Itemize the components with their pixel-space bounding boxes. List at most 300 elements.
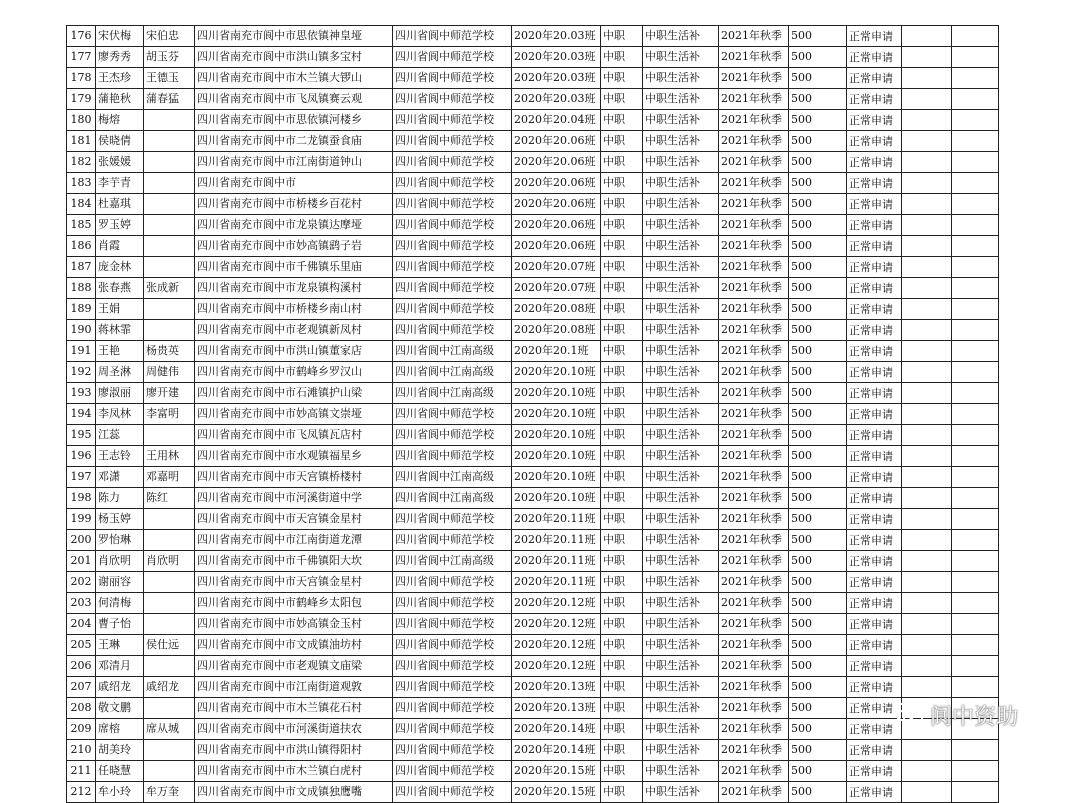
level-cell: 中职 — [601, 278, 643, 299]
class-cell: 2020年20.10班 — [512, 362, 601, 383]
status-cell: 正常申请 — [847, 404, 902, 425]
term-cell: 2021年秋季 — [719, 215, 789, 236]
address-cell: 四川省南充市阆中市木兰镇大锣山 — [195, 68, 393, 89]
extra-col-2-cell — [952, 194, 999, 215]
row-number-cell: 191 — [67, 341, 96, 362]
address-cell: 四川省南充市阆中市河溪街道中学 — [195, 488, 393, 509]
extra-col-2-cell — [952, 593, 999, 614]
school-cell: 四川省阆中师范学校 — [393, 761, 512, 782]
table-row — [67, 89, 999, 110]
student-name-cell: 王娟 — [96, 299, 144, 320]
school-cell: 四川省阆中师范学校 — [393, 257, 512, 278]
extra-col-2-cell — [952, 341, 999, 362]
row-number-cell: 196 — [67, 446, 96, 467]
student-name-cell: 戚绍龙 — [96, 677, 144, 698]
class-cell: 2020年20.08班 — [512, 320, 601, 341]
table-row — [67, 656, 999, 677]
subsidy-type-cell: 中职生活补 — [643, 194, 719, 215]
term-cell: 2021年秋季 — [719, 635, 789, 656]
school-cell: 四川省阆中师范学校 — [393, 446, 512, 467]
status-cell: 正常申请 — [847, 299, 902, 320]
extra-col-1-cell — [902, 278, 952, 299]
address-cell: 四川省南充市阆中市龙泉镇达摩垭 — [195, 215, 393, 236]
guardian-name-cell — [144, 215, 195, 236]
class-cell: 2020年20.03班 — [512, 68, 601, 89]
level-cell: 中职 — [601, 425, 643, 446]
level-cell: 中职 — [601, 719, 643, 740]
subsidy-type-cell: 中职生活补 — [643, 404, 719, 425]
guardian-name-cell: 牟万奎 — [144, 782, 195, 803]
row-number-cell: 209 — [67, 719, 96, 740]
term-cell: 2021年秋季 — [719, 719, 789, 740]
term-cell: 2021年秋季 — [719, 572, 789, 593]
subsidy-type-cell: 中职生活补 — [643, 614, 719, 635]
student-name-cell: 胡美玲 — [96, 740, 144, 761]
row-number-cell: 186 — [67, 236, 96, 257]
address-cell: 四川省南充市阆中市千佛镇阳大坎 — [195, 551, 393, 572]
extra-col-1-cell — [902, 320, 952, 341]
table-row — [67, 677, 999, 698]
guardian-name-cell: 廖开建 — [144, 383, 195, 404]
row-number-cell: 189 — [67, 299, 96, 320]
term-cell: 2021年秋季 — [719, 530, 789, 551]
school-cell: 四川省阆中师范学校 — [393, 320, 512, 341]
extra-col-2-cell — [952, 488, 999, 509]
amount-cell: 500 — [789, 341, 847, 362]
address-cell: 四川省南充市阆中市桥楼乡南山村 — [195, 299, 393, 320]
amount-cell: 500 — [789, 656, 847, 677]
amount-cell: 500 — [789, 383, 847, 404]
status-cell: 正常申请 — [847, 194, 902, 215]
class-cell: 2020年20.14班 — [512, 740, 601, 761]
amount-cell: 500 — [789, 614, 847, 635]
amount-cell: 500 — [789, 257, 847, 278]
level-cell: 中职 — [601, 509, 643, 530]
subsidy-type-cell: 中职生活补 — [643, 47, 719, 68]
extra-col-2-cell — [952, 614, 999, 635]
amount-cell: 500 — [789, 488, 847, 509]
level-cell: 中职 — [601, 383, 643, 404]
school-cell: 四川省阆中师范学校 — [393, 740, 512, 761]
amount-cell: 500 — [789, 110, 847, 131]
amount-cell: 500 — [789, 362, 847, 383]
level-cell: 中职 — [601, 614, 643, 635]
extra-col-1-cell — [902, 110, 952, 131]
class-cell: 2020年20.10班 — [512, 425, 601, 446]
address-cell: 四川省南充市阆中市妙高镇金玉村 — [195, 614, 393, 635]
status-cell: 正常申请 — [847, 614, 902, 635]
guardian-name-cell — [144, 656, 195, 677]
address-cell: 四川省南充市阆中市妙高镇鹞子岩 — [195, 236, 393, 257]
extra-col-2-cell — [952, 68, 999, 89]
level-cell: 中职 — [601, 194, 643, 215]
row-number-cell: 198 — [67, 488, 96, 509]
class-cell: 2020年20.11班 — [512, 509, 601, 530]
status-cell: 正常申请 — [847, 257, 902, 278]
level-cell: 中职 — [601, 740, 643, 761]
address-cell: 四川省南充市阆中市老观镇文庙梁 — [195, 656, 393, 677]
address-cell: 四川省南充市阆中市洪山镇董家店 — [195, 341, 393, 362]
level-cell: 中职 — [601, 446, 643, 467]
level-cell: 中职 — [601, 467, 643, 488]
student-name-cell: 梅熔 — [96, 110, 144, 131]
school-cell: 四川省阆中师范学校 — [393, 656, 512, 677]
address-cell: 四川省南充市阆中市鹤峰乡罗汉山 — [195, 362, 393, 383]
amount-cell: 500 — [789, 635, 847, 656]
extra-col-1-cell — [902, 677, 952, 698]
guardian-name-cell — [144, 131, 195, 152]
school-cell: 四川省阆中师范学校 — [393, 698, 512, 719]
address-cell: 四川省南充市阆中市桥楼乡百花村 — [195, 194, 393, 215]
status-cell: 正常申请 — [847, 572, 902, 593]
school-cell: 四川省阆中师范学校 — [393, 236, 512, 257]
status-cell: 正常申请 — [847, 89, 902, 110]
school-cell: 四川省阆中江南高级 — [393, 551, 512, 572]
row-number-cell: 208 — [67, 698, 96, 719]
status-cell: 正常申请 — [847, 761, 902, 782]
term-cell: 2021年秋季 — [719, 551, 789, 572]
amount-cell: 500 — [789, 320, 847, 341]
amount-cell: 500 — [789, 236, 847, 257]
level-cell: 中职 — [601, 698, 643, 719]
subsidy-type-cell: 中职生活补 — [643, 698, 719, 719]
term-cell: 2021年秋季 — [719, 110, 789, 131]
subsidy-table — [66, 25, 999, 803]
student-name-cell: 肖欣明 — [96, 551, 144, 572]
student-name-cell: 侯晓倩 — [96, 131, 144, 152]
class-cell: 2020年20.06班 — [512, 152, 601, 173]
row-number-cell: 207 — [67, 677, 96, 698]
guardian-name-cell — [144, 698, 195, 719]
extra-col-1-cell — [902, 299, 952, 320]
term-cell: 2021年秋季 — [719, 320, 789, 341]
student-name-cell: 杜嘉琪 — [96, 194, 144, 215]
subsidy-type-cell: 中职生活补 — [643, 509, 719, 530]
class-cell: 2020年20.06班 — [512, 194, 601, 215]
address-cell: 四川省南充市阆中市妙高镇文崇垭 — [195, 404, 393, 425]
term-cell: 2021年秋季 — [719, 509, 789, 530]
status-cell: 正常申请 — [847, 446, 902, 467]
class-cell: 2020年20.10班 — [512, 467, 601, 488]
term-cell: 2021年秋季 — [719, 677, 789, 698]
status-cell: 正常申请 — [847, 278, 902, 299]
amount-cell: 500 — [789, 593, 847, 614]
extra-col-2-cell — [952, 425, 999, 446]
student-name-cell: 邓潇 — [96, 467, 144, 488]
extra-col-2-cell — [952, 572, 999, 593]
subsidy-type-cell: 中职生活补 — [643, 740, 719, 761]
level-cell: 中职 — [601, 320, 643, 341]
status-cell: 正常申请 — [847, 68, 902, 89]
address-cell: 四川省南充市阆中市洪山镇多宝村 — [195, 47, 393, 68]
table-row — [67, 236, 999, 257]
subsidy-type-cell: 中职生活补 — [643, 26, 719, 47]
class-cell: 2020年20.1班 — [512, 341, 601, 362]
subsidy-type-cell: 中职生活补 — [643, 530, 719, 551]
level-cell: 中职 — [601, 677, 643, 698]
status-cell: 正常申请 — [847, 782, 902, 803]
row-number-cell: 185 — [67, 215, 96, 236]
level-cell: 中职 — [601, 89, 643, 110]
student-name-cell: 蒋林霏 — [96, 320, 144, 341]
amount-cell: 500 — [789, 467, 847, 488]
extra-col-1-cell — [902, 404, 952, 425]
school-cell: 四川省阆中师范学校 — [393, 719, 512, 740]
extra-col-2-cell — [952, 404, 999, 425]
student-name-cell: 谢丽容 — [96, 572, 144, 593]
subsidy-type-cell: 中职生活补 — [643, 173, 719, 194]
amount-cell: 500 — [789, 131, 847, 152]
level-cell: 中职 — [601, 362, 643, 383]
term-cell: 2021年秋季 — [719, 614, 789, 635]
extra-col-1-cell — [902, 89, 952, 110]
subsidy-type-cell: 中职生活补 — [643, 446, 719, 467]
term-cell: 2021年秋季 — [719, 698, 789, 719]
status-cell: 正常申请 — [847, 236, 902, 257]
subsidy-type-cell: 中职生活补 — [643, 278, 719, 299]
term-cell: 2021年秋季 — [719, 467, 789, 488]
school-cell: 四川省阆中师范学校 — [393, 68, 512, 89]
student-name-cell: 罗怡琳 — [96, 530, 144, 551]
subsidy-type-cell: 中职生活补 — [643, 677, 719, 698]
row-number-cell: 182 — [67, 152, 96, 173]
school-cell: 四川省阆中江南高级 — [393, 467, 512, 488]
term-cell: 2021年秋季 — [719, 26, 789, 47]
level-cell: 中职 — [601, 110, 643, 131]
guardian-name-cell: 宋伯忠 — [144, 26, 195, 47]
extra-col-1-cell — [902, 488, 952, 509]
status-cell: 正常申请 — [847, 530, 902, 551]
student-name-cell: 陈力 — [96, 488, 144, 509]
extra-col-2-cell — [952, 47, 999, 68]
table-row — [67, 215, 999, 236]
guardian-name-cell — [144, 257, 195, 278]
class-cell: 2020年20.13班 — [512, 677, 601, 698]
address-cell: 四川省南充市阆中市 — [195, 173, 393, 194]
table-row — [67, 152, 999, 173]
table-row — [67, 551, 999, 572]
address-cell: 四川省南充市阆中市天宫镇金星村 — [195, 572, 393, 593]
table-row — [67, 446, 999, 467]
table-row — [67, 782, 999, 803]
extra-col-1-cell — [902, 68, 952, 89]
student-name-cell: 廖秀秀 — [96, 47, 144, 68]
status-cell: 正常申请 — [847, 26, 902, 47]
school-cell: 四川省阆中江南高级 — [393, 362, 512, 383]
row-number-cell: 188 — [67, 278, 96, 299]
table-row — [67, 68, 999, 89]
subsidy-type-cell: 中职生活补 — [643, 656, 719, 677]
subsidy-type-cell: 中职生活补 — [643, 89, 719, 110]
school-cell: 四川省阆中师范学校 — [393, 131, 512, 152]
student-name-cell: 杨玉婷 — [96, 509, 144, 530]
amount-cell: 500 — [789, 26, 847, 47]
amount-cell: 500 — [789, 404, 847, 425]
status-cell: 正常申请 — [847, 509, 902, 530]
amount-cell: 500 — [789, 740, 847, 761]
guardian-name-cell — [144, 530, 195, 551]
table-row — [67, 131, 999, 152]
table-row — [67, 509, 999, 530]
class-cell: 2020年20.11班 — [512, 530, 601, 551]
table-row — [67, 194, 999, 215]
address-cell: 四川省南充市阆中市千佛镇乐里庙 — [195, 257, 393, 278]
row-number-cell: 211 — [67, 761, 96, 782]
amount-cell: 500 — [789, 761, 847, 782]
address-cell: 四川省南充市阆中市鹤峰乡太阳包 — [195, 593, 393, 614]
status-cell: 正常申请 — [847, 152, 902, 173]
row-number-cell: 195 — [67, 425, 96, 446]
extra-col-2-cell — [952, 467, 999, 488]
table-row — [67, 593, 999, 614]
school-cell: 四川省阆中江南高级 — [393, 488, 512, 509]
student-name-cell: 张春燕 — [96, 278, 144, 299]
term-cell: 2021年秋季 — [719, 152, 789, 173]
school-cell: 四川省阆中师范学校 — [393, 425, 512, 446]
class-cell: 2020年20.06班 — [512, 131, 601, 152]
address-cell: 四川省南充市阆中市文成镇油坊村 — [195, 635, 393, 656]
extra-col-2-cell — [952, 299, 999, 320]
extra-col-2-cell — [952, 530, 999, 551]
row-number-cell: 181 — [67, 131, 96, 152]
extra-col-1-cell — [902, 467, 952, 488]
extra-col-2-cell — [952, 152, 999, 173]
extra-col-2-cell — [952, 635, 999, 656]
term-cell: 2021年秋季 — [719, 68, 789, 89]
level-cell: 中职 — [601, 656, 643, 677]
term-cell: 2021年秋季 — [719, 341, 789, 362]
term-cell: 2021年秋季 — [719, 593, 789, 614]
term-cell: 2021年秋季 — [719, 236, 789, 257]
guardian-name-cell: 戚绍龙 — [144, 677, 195, 698]
status-cell: 正常申请 — [847, 467, 902, 488]
school-cell: 四川省阆中师范学校 — [393, 173, 512, 194]
class-cell: 2020年20.07班 — [512, 257, 601, 278]
student-name-cell: 周圣淋 — [96, 362, 144, 383]
amount-cell: 500 — [789, 509, 847, 530]
class-cell: 2020年20.10班 — [512, 446, 601, 467]
class-cell: 2020年20.08班 — [512, 299, 601, 320]
class-cell: 2020年20.12班 — [512, 614, 601, 635]
table-row — [67, 698, 999, 719]
guardian-name-cell — [144, 194, 195, 215]
class-cell: 2020年20.11班 — [512, 572, 601, 593]
subsidy-type-cell: 中职生活补 — [643, 131, 719, 152]
term-cell: 2021年秋季 — [719, 446, 789, 467]
school-cell: 四川省阆中师范学校 — [393, 26, 512, 47]
level-cell: 中职 — [601, 761, 643, 782]
term-cell: 2021年秋季 — [719, 383, 789, 404]
extra-col-2-cell — [952, 173, 999, 194]
term-cell: 2021年秋季 — [719, 89, 789, 110]
extra-col-1-cell — [902, 194, 952, 215]
term-cell: 2021年秋季 — [719, 488, 789, 509]
extra-col-2-cell — [952, 236, 999, 257]
status-cell: 正常申请 — [847, 110, 902, 131]
level-cell: 中职 — [601, 68, 643, 89]
student-name-cell: 张媛媛 — [96, 152, 144, 173]
school-cell: 四川省阆中师范学校 — [393, 278, 512, 299]
status-cell: 正常申请 — [847, 593, 902, 614]
subsidy-type-cell: 中职生活补 — [643, 572, 719, 593]
table-row — [67, 320, 999, 341]
amount-cell: 500 — [789, 719, 847, 740]
guardian-name-cell: 席从城 — [144, 719, 195, 740]
extra-col-1-cell — [902, 152, 952, 173]
amount-cell: 500 — [789, 572, 847, 593]
subsidy-type-cell: 中职生活补 — [643, 257, 719, 278]
amount-cell: 500 — [789, 278, 847, 299]
address-cell: 四川省南充市阆中市天宫镇桥楼村 — [195, 467, 393, 488]
class-cell: 2020年20.04班 — [512, 110, 601, 131]
school-cell: 四川省阆中师范学校 — [393, 110, 512, 131]
amount-cell: 500 — [789, 446, 847, 467]
address-cell: 四川省南充市阆中市水观镇福星乡 — [195, 446, 393, 467]
address-cell: 四川省南充市阆中市老观镇新凤村 — [195, 320, 393, 341]
level-cell: 中职 — [601, 635, 643, 656]
extra-col-2-cell — [952, 131, 999, 152]
class-cell: 2020年20.03班 — [512, 89, 601, 110]
student-name-cell: 席榕 — [96, 719, 144, 740]
guardian-name-cell — [144, 425, 195, 446]
class-cell: 2020年20.15班 — [512, 782, 601, 803]
guardian-name-cell — [144, 236, 195, 257]
subsidy-type-cell: 中职生活补 — [643, 782, 719, 803]
guardian-name-cell — [144, 509, 195, 530]
guardian-name-cell — [144, 320, 195, 341]
subsidy-type-cell: 中职生活补 — [643, 593, 719, 614]
status-cell: 正常申请 — [847, 425, 902, 446]
row-number-cell: 202 — [67, 572, 96, 593]
school-cell: 四川省阆中师范学校 — [393, 89, 512, 110]
guardian-name-cell: 肖欣明 — [144, 551, 195, 572]
school-cell: 四川省阆中江南高级 — [393, 341, 512, 362]
extra-col-1-cell — [902, 173, 952, 194]
term-cell: 2021年秋季 — [719, 173, 789, 194]
subsidy-type-cell: 中职生活补 — [643, 362, 719, 383]
class-cell: 2020年20.12班 — [512, 593, 601, 614]
level-cell: 中职 — [601, 530, 643, 551]
extra-col-2-cell — [952, 110, 999, 131]
class-cell: 2020年20.03班 — [512, 47, 601, 68]
subsidy-type-cell: 中职生活补 — [643, 320, 719, 341]
extra-col-1-cell — [902, 593, 952, 614]
table-row — [67, 635, 999, 656]
row-number-cell: 192 — [67, 362, 96, 383]
status-cell: 正常申请 — [847, 383, 902, 404]
level-cell: 中职 — [601, 257, 643, 278]
row-number-cell: 190 — [67, 320, 96, 341]
extra-col-1-cell — [902, 425, 952, 446]
level-cell: 中职 — [601, 26, 643, 47]
table-row — [67, 488, 999, 509]
class-cell: 2020年20.11班 — [512, 551, 601, 572]
extra-col-2-cell — [952, 740, 999, 761]
student-name-cell: 王志铃 — [96, 446, 144, 467]
class-cell: 2020年20.13班 — [512, 698, 601, 719]
subsidy-type-cell: 中职生活补 — [643, 215, 719, 236]
guardian-name-cell — [144, 299, 195, 320]
guardian-name-cell: 胡玉芬 — [144, 47, 195, 68]
class-cell: 2020年20.10班 — [512, 488, 601, 509]
student-name-cell: 曹子怡 — [96, 614, 144, 635]
table-row — [67, 278, 999, 299]
class-cell: 2020年20.10班 — [512, 404, 601, 425]
status-cell: 正常申请 — [847, 173, 902, 194]
row-number-cell: 178 — [67, 68, 96, 89]
school-cell: 四川省阆中师范学校 — [393, 194, 512, 215]
extra-col-1-cell — [902, 656, 952, 677]
